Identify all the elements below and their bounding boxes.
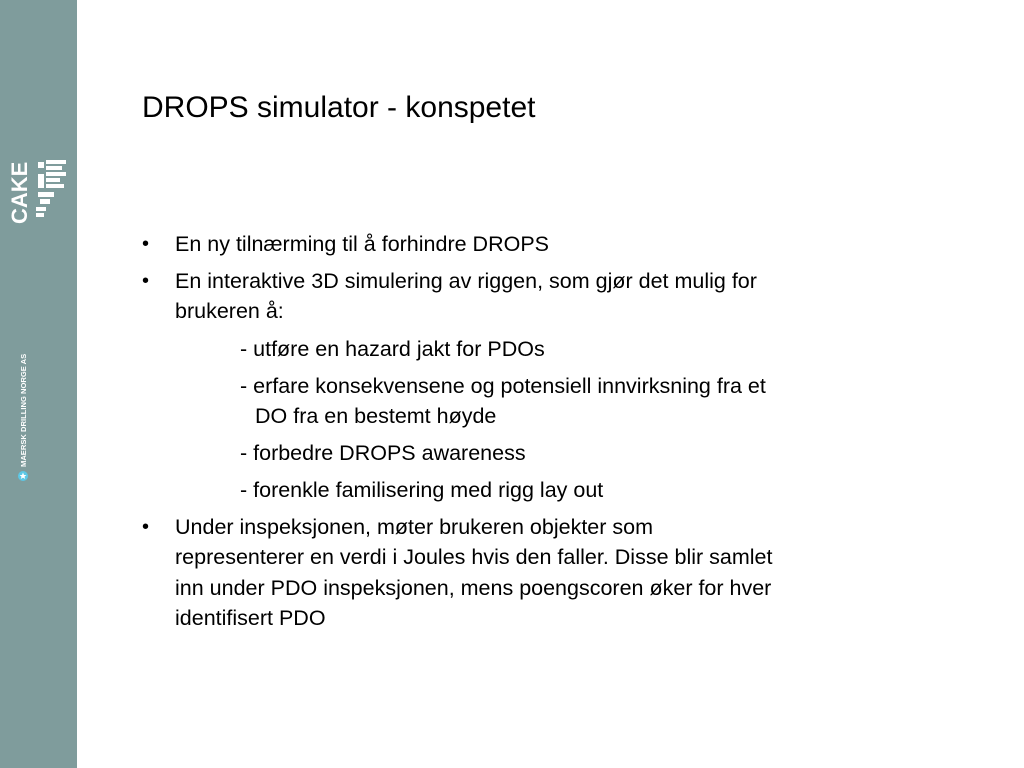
bullet-text-continued: inn under PDO inspeksjonen, mens poengscoren øker for hver: [175, 576, 772, 600]
bullet-text-continued: representerer en verdi i Joules hvis den faller. Disse blir samlet: [175, 545, 773, 569]
bullet-text: En ny tilnærming til å forhindre DROPS: [175, 232, 550, 256]
slide-title: DROPS simulator - konspetet: [142, 91, 536, 124]
bullet-text: En interaktive 3D simulering av riggen, som gjør det mulig for: [175, 269, 757, 293]
bullet-text-continued: identifisert PDO: [175, 606, 326, 630]
bullet-text-continued: brukeren å:: [175, 299, 284, 323]
bullet-marker: •: [142, 270, 150, 292]
bullet-marker: •: [142, 516, 150, 538]
sub-item-text: - forenkle familisering med rigg lay out: [240, 478, 604, 502]
sub-item-text: - forbedre DROPS awareness: [240, 441, 526, 465]
sub-item-text: - erfare konsekvensene og potensiell innvirksning fra et: [240, 374, 766, 398]
sub-item-text: - utføre en hazard jakt for PDOs: [240, 337, 545, 361]
bullet-text: Under inspeksjonen, møter brukeren objekter som: [175, 515, 653, 539]
company-name-text: MAERSK DRILLING NORGE AS: [19, 353, 28, 467]
cake-logo-text: CAKE: [7, 161, 32, 224]
bullet-marker: •: [142, 233, 150, 255]
sub-item-text-continued: DO fra en bestemt høyde: [255, 404, 497, 428]
